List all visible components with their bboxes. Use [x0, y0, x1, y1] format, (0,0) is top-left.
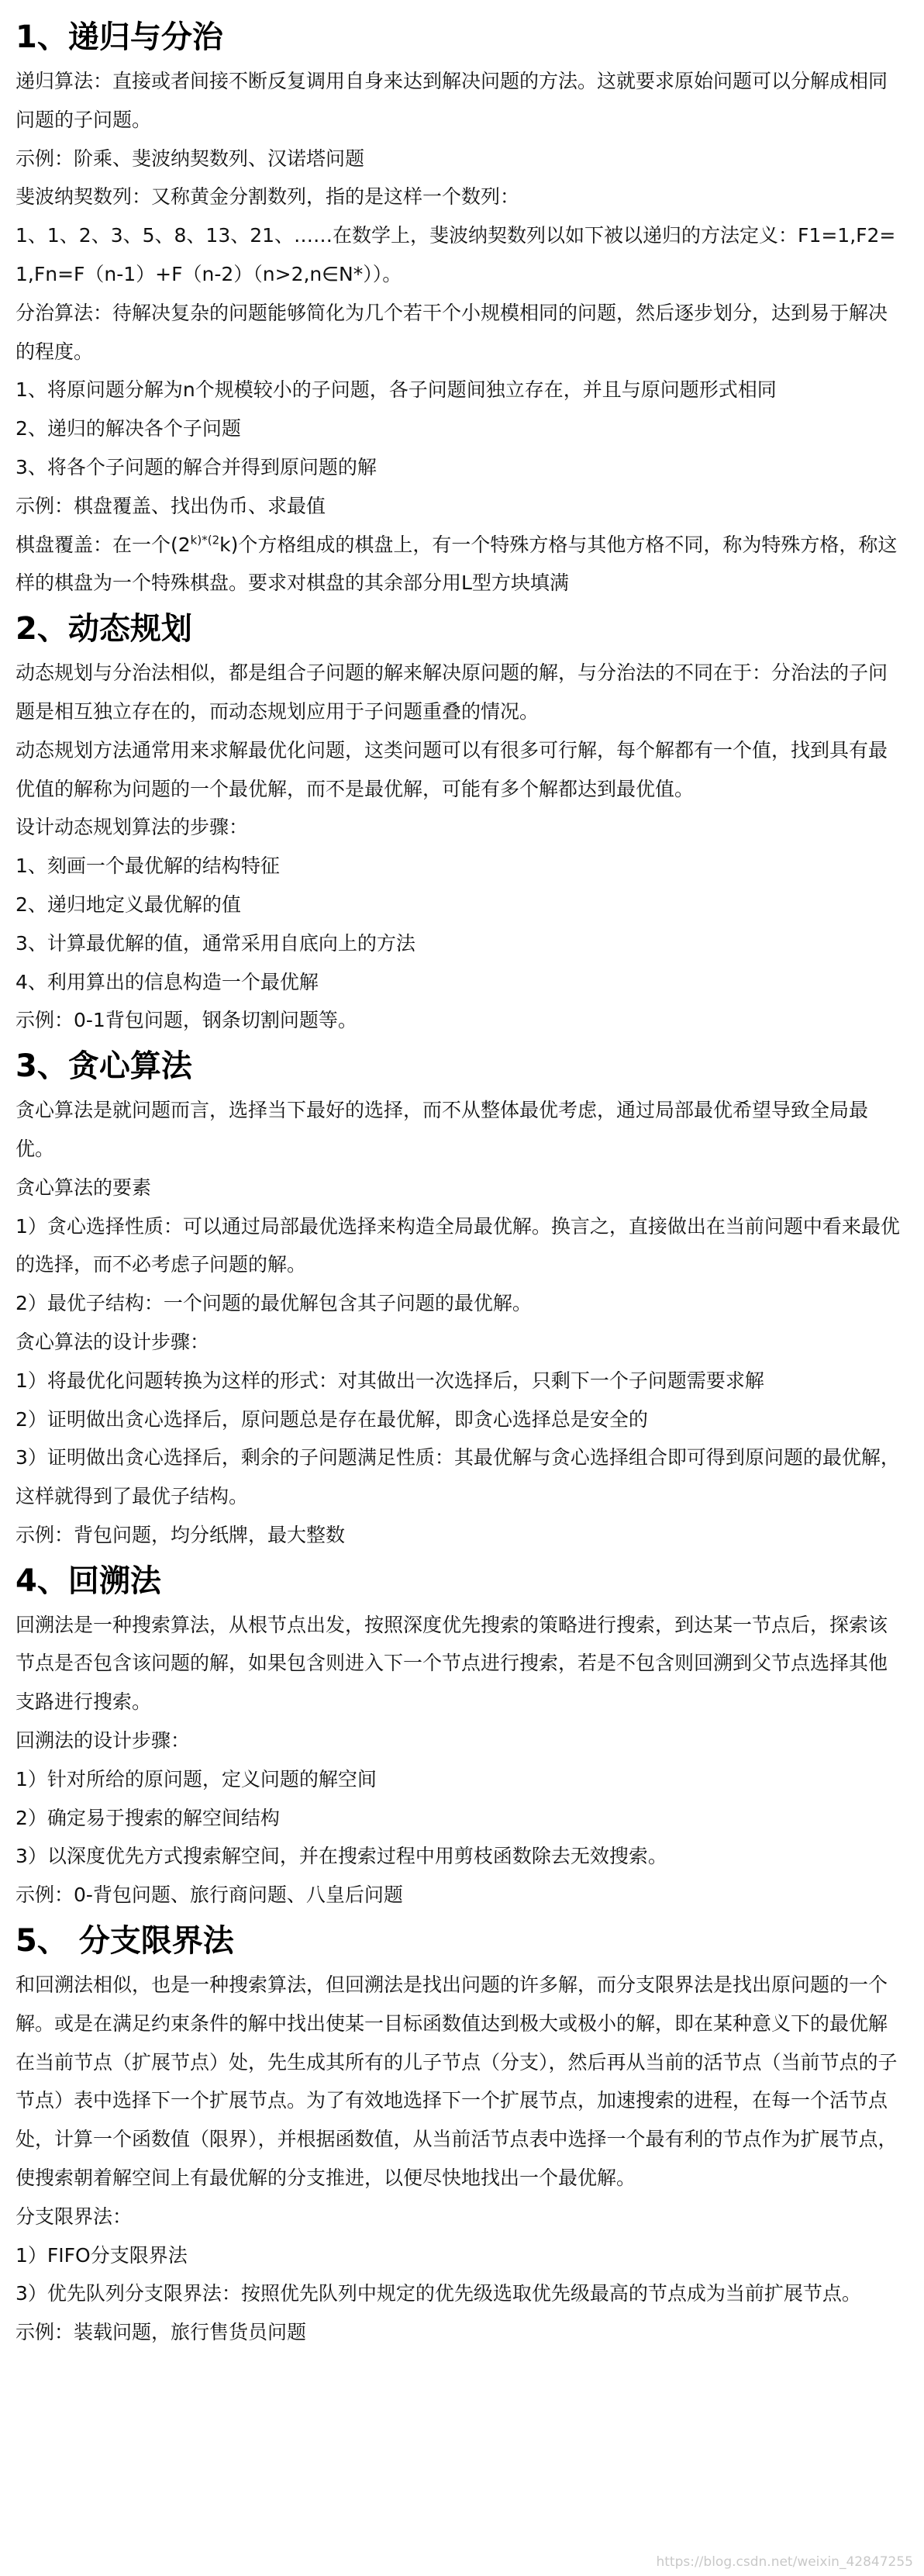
paragraph: 在当前节点（扩展节点）处，先生成其所有的儿子节点（分支），然后再从当前的活节点（当前节点的子节点）表中选择下一个扩展节点。为了有效地选择下一个扩展节点，加速搜索的进程，在每一个活节点处，计算一个函数值（限界），并根据函数值，从当前活节点表中选择一个最有利的节点作为扩展节点，使搜索朝着解空间上有最优解的分支推进，以便尽快地找出一个最优解。	[16, 2050, 898, 2190]
paragraph: 贪心算法的设计步骤：	[16, 1330, 210, 1353]
section-heading: 4、回溯法	[16, 1563, 161, 1599]
paragraph: 示例：装载问题，旅行售货员问题	[16, 2321, 307, 2344]
paragraph: 3）优先队列分支限界法：按照优先队列中规定的优先级选取优先级最高的节点成为当前扩展节点。	[16, 2282, 861, 2305]
paragraph: 示例：0-1背包问题，钢条切割问题等。	[16, 1009, 357, 1032]
section-dynamic-programming	[16, 609, 902, 1040]
board-superscript: k)*(2	[190, 533, 220, 547]
section-recursion	[16, 17, 902, 603]
paragraph: 示例：0-背包问题、旅行商问题、八皇后问题	[16, 1884, 403, 1907]
board-cover-paragraph	[16, 526, 902, 603]
paragraph: 示例：棋盘覆盖、找出伪币、求最值	[16, 494, 326, 517]
section-branch-and-bound	[16, 1921, 902, 2352]
paragraph: 回溯法的设计步骤：	[16, 1729, 191, 1752]
paragraph: 2、递归地定义最优解的值	[16, 893, 241, 916]
paragraph: 动态规划方法通常用来求解最优化问题，这类问题可以有很多可行解，每个解都有一个值，找到具有最优值的解称为问题的一个最优解，而不是最优解，可能有多个解都达到最优值。	[16, 738, 888, 800]
section-heading: 2、动态规划	[16, 611, 192, 647]
paragraph: 3）以深度优先方式搜索解空间，并在搜索过程中用剪枝函数除去无效搜索。	[16, 1845, 667, 1868]
paragraph: 1）FIFO分支限界法	[16, 2243, 188, 2267]
paragraph: 1）将最优化问题转换为这样的形式：对其做出一次选择后，只剩下一个子问题需要求解	[16, 1369, 764, 1392]
paragraph: 3、计算最优解的值，通常采用自底向上的方法	[16, 931, 415, 955]
paragraph: 递归算法：直接或者间接不断反复调用自身来达到解决问题的方法。这就要求原始问题可以分解成相同问题的子问题。	[16, 70, 888, 131]
section-heading: 3、贪心算法	[16, 1048, 192, 1085]
board-text-after: k)个方格组成的棋盘上，有一个特殊方格与其他方格不同，称为特殊方格，称这样的棋盘为一个特殊棋盘。要求对棋盘的其余部分用L型方块填满	[16, 533, 898, 595]
paragraph: 2、递归的解决各个子问题	[16, 417, 241, 440]
paragraph: 3）证明做出贪心选择后，剩余的子问题满足性质：其最优解与贪心选择组合即可得到原问题的最优解，这样就得到了最优子结构。	[16, 1446, 900, 1508]
section-heading: 1、递归与分治	[16, 19, 223, 55]
paragraph: 分支限界法：	[16, 2205, 133, 2228]
paragraph: 和回溯法相似，也是一种搜索算法，但回溯法是找出问题的许多解，而分支限界法是找出原问题的一个解。或是在满足约束条件的解中找出使某一目标函数值达到极大或极小的解，即在某种意义下的最优解	[16, 1973, 888, 2035]
paragraph: 贪心算法的要素	[16, 1176, 152, 1199]
section-backtracking	[16, 1561, 902, 1915]
paragraph: 示例：阶乘、斐波纳契数列、汉诺塔问题	[16, 147, 365, 170]
paragraph: 分治算法：待解决复杂的问题能够简化为几个若干个小规模相同的问题，然后逐步划分，达到易于解决的程度。	[16, 301, 888, 363]
paragraph: 1）针对所给的原问题，定义问题的解空间	[16, 1767, 377, 1790]
paragraph: 1、1、2、3、5、8、13、21、……在数学上，斐波纳契数列以如下被以递归的方法定义：F1=1,F2=1,Fn=F（n-1）+F（n-2）（n>2,n∈N*））。	[16, 224, 896, 285]
paragraph: 示例：背包问题，均分纸牌，最大整数	[16, 1523, 346, 1546]
board-text-before: 棋盘覆盖：在一个(2	[16, 533, 191, 556]
paragraph: 2）最优子结构：一个问题的最优解包含其子问题的最优解。	[16, 1292, 532, 1315]
paragraph: 2）确定易于搜索的解空间结构	[16, 1806, 280, 1829]
paragraph: 2）证明做出贪心选择后，原问题总是存在最优解，即贪心选择总是安全的	[16, 1407, 648, 1431]
paragraph: 3、将各个子问题的解合并得到原问题的解	[16, 455, 377, 478]
paragraph: 设计动态规划算法的步骤：	[16, 816, 249, 839]
paragraph: 1、刻画一个最优解的结构特征	[16, 855, 280, 878]
paragraph: 4、利用算出的信息构造一个最优解	[16, 970, 319, 993]
watermark: https://blog.csdn.net/weixin_42847255	[656, 2554, 913, 2570]
paragraph: 动态规划与分治法相似，都是组合子问题的解来解决原问题的解，与分治法的不同在于：分治法的子问题是相互独立存在的，而动态规划应用于子问题重叠的情况。	[16, 661, 888, 723]
paragraph: 斐波纳契数列：又称黄金分割数列，指的是这样一个数列：	[16, 185, 520, 209]
paragraph: 回溯法是一种搜索算法，从根节点出发，按照深度优先搜索的策略进行搜索，到达某一节点后，探索该节点是否包含该问题的解，如果包含则进入下一个节点进行搜索，若是不包含则回溯到父节点选择其他支路进行搜索。	[16, 1613, 888, 1714]
section-greedy	[16, 1046, 902, 1555]
paragraph: 1、将原问题分解为n个规模较小的子问题，各子问题间独立存在，并且与原问题形式相同	[16, 378, 777, 402]
paragraph: 1）贪心选择性质：可以通过局部最优选择来构造全局最优解。换言之，直接做出在当前问题中看来最优的选择，而不必考虑子问题的解。	[16, 1214, 900, 1276]
paragraph: 贪心算法是就问题而言，选择当下最好的选择，而不从整体最优考虑，通过局部最优希望导致全局最优。	[16, 1099, 869, 1160]
section-heading: 5、 分支限界法	[16, 1923, 234, 1960]
